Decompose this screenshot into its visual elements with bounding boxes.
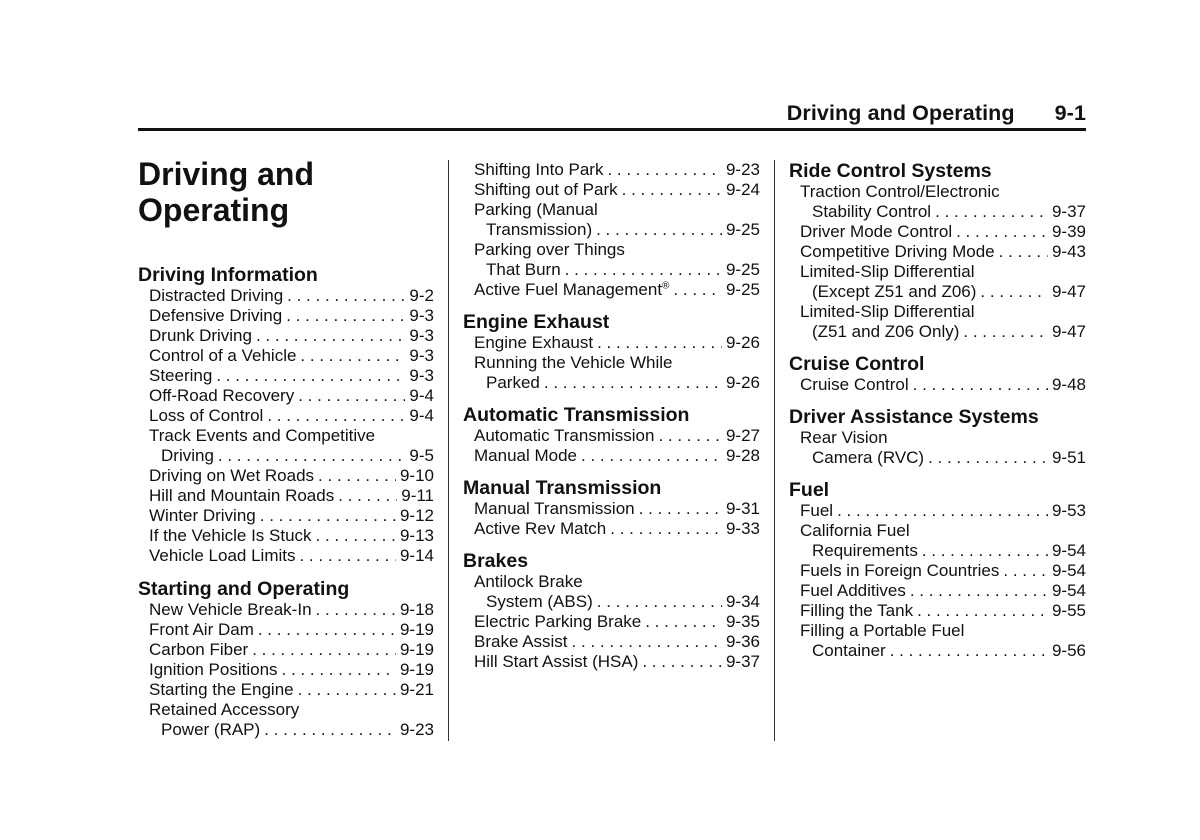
toc-entry[interactable] bbox=[789, 375, 1086, 395]
dot-leader bbox=[596, 220, 722, 240]
entry-title: Driving on Wet Roads bbox=[149, 466, 315, 485]
entry-page: 9-4 bbox=[409, 406, 434, 425]
dot-leader bbox=[300, 346, 405, 366]
toc-entry[interactable] bbox=[138, 720, 434, 740]
dot-leader bbox=[581, 446, 722, 466]
entry-page: 9-27 bbox=[725, 426, 760, 445]
toc-entry[interactable] bbox=[463, 652, 760, 672]
section-heading-brakes: Brakes bbox=[463, 550, 529, 572]
header-rule bbox=[138, 128, 1086, 131]
toc-entry[interactable] bbox=[138, 506, 434, 526]
dot-leader bbox=[216, 366, 405, 386]
toc-entry[interactable] bbox=[463, 373, 760, 393]
toc-entry[interactable] bbox=[138, 546, 434, 566]
dot-leader bbox=[999, 242, 1048, 262]
entry-title: (Except Z51 and Z06) bbox=[812, 282, 977, 301]
entry-title: Defensive Driving bbox=[149, 306, 283, 325]
dot-leader bbox=[282, 660, 396, 680]
entry-title: Front Air Dam bbox=[149, 620, 254, 639]
section-heading-driver-assistance-systems: Driver Assistance Systems bbox=[789, 406, 1039, 428]
toc-entry-line[interactable]: Parking over Things bbox=[474, 240, 625, 259]
entry-page: 9-26 bbox=[725, 333, 760, 352]
entry-page: 9-24 bbox=[725, 180, 760, 199]
entry-title: Transmission) bbox=[486, 220, 593, 239]
toc-entry[interactable] bbox=[138, 600, 434, 620]
toc-entry-line[interactable]: Filling a Portable Fuel bbox=[800, 621, 965, 640]
section-heading-automatic-transmission: Automatic Transmission bbox=[463, 404, 690, 426]
entry-page: 9-33 bbox=[725, 519, 760, 538]
toc-entry-line[interactable]: Limited-Slip Differential bbox=[800, 302, 975, 321]
entry-title: Loss of Control bbox=[149, 406, 264, 425]
dot-leader bbox=[260, 506, 396, 526]
entry-title: Filling the Tank bbox=[800, 601, 914, 620]
entry-page: 9-18 bbox=[399, 600, 434, 619]
entry-title: Fuel Additives bbox=[800, 581, 906, 600]
dot-leader bbox=[639, 499, 722, 519]
entry-page: 9-19 bbox=[399, 660, 434, 679]
entry-title: Vehicle Load Limits bbox=[149, 546, 296, 565]
dot-leader bbox=[298, 386, 405, 406]
section-heading-fuel: Fuel bbox=[789, 479, 830, 501]
chapter-title-line-1: Driving and bbox=[138, 156, 315, 192]
entry-title: Starting the Engine bbox=[149, 680, 294, 699]
toc-entry[interactable] bbox=[138, 366, 434, 386]
entry-title: Automatic Transmission bbox=[474, 426, 655, 445]
dot-leader bbox=[572, 632, 722, 652]
entry-page: 9-13 bbox=[399, 526, 434, 545]
entry-title: Shifting Into Park bbox=[474, 160, 604, 179]
toc-entry[interactable] bbox=[789, 601, 1086, 621]
header-title: Driving and Operating bbox=[786, 101, 1015, 125]
entry-title: Control of a Vehicle bbox=[149, 346, 297, 365]
dot-leader bbox=[264, 720, 396, 740]
dot-leader bbox=[338, 486, 397, 506]
dot-leader bbox=[963, 322, 1048, 342]
entry-page: 9-4 bbox=[409, 386, 434, 405]
toc-entry[interactable] bbox=[463, 426, 760, 446]
entry-page: 9-28 bbox=[725, 446, 760, 465]
toc-column-2 bbox=[463, 160, 760, 672]
toc-entry-line[interactable]: Retained Accessory bbox=[149, 700, 300, 719]
dot-leader bbox=[597, 592, 722, 612]
toc-column-3 bbox=[789, 160, 1086, 661]
dot-leader bbox=[286, 306, 405, 326]
entry-title: Brake Assist bbox=[474, 632, 568, 651]
toc-entry-line[interactable]: Track Events and Competitive bbox=[149, 426, 376, 445]
entry-title: Stability Control bbox=[812, 202, 932, 221]
entry-title: Manual Transmission bbox=[474, 499, 635, 518]
dot-leader bbox=[980, 282, 1048, 302]
dot-leader bbox=[922, 541, 1048, 561]
entry-title: That Burn bbox=[486, 260, 561, 279]
entry-title bbox=[474, 280, 669, 300]
dot-leader bbox=[318, 466, 396, 486]
entry-page: 9-14 bbox=[399, 546, 434, 565]
entry-title-text: Active Fuel Management bbox=[474, 280, 663, 299]
column-divider-1 bbox=[448, 160, 449, 741]
entry-title: If the Vehicle Is Stuck bbox=[149, 526, 312, 545]
entry-page: 9-53 bbox=[1051, 501, 1086, 520]
entry-page: 9-23 bbox=[399, 720, 434, 739]
toc-entry[interactable] bbox=[789, 242, 1086, 262]
entry-page: 9-54 bbox=[1051, 581, 1086, 600]
entry-page: 9-5 bbox=[409, 446, 434, 465]
entry-page: 9-3 bbox=[409, 326, 434, 345]
entry-title: Distracted Driving bbox=[149, 286, 284, 305]
section-heading-manual-transmission: Manual Transmission bbox=[463, 477, 662, 499]
toc-entry[interactable] bbox=[463, 446, 760, 466]
toc-entry-line[interactable]: Traction Control/Electronic bbox=[800, 182, 1000, 201]
toc-entry[interactable] bbox=[138, 486, 434, 506]
entry-title: Off-Road Recovery bbox=[149, 386, 295, 405]
section-heading-ride-control-systems: Ride Control Systems bbox=[789, 160, 992, 182]
entry-page: 9-10 bbox=[399, 466, 434, 485]
toc-entry[interactable] bbox=[789, 641, 1086, 661]
entry-title: Power (RAP) bbox=[161, 720, 261, 739]
toc-entry[interactable] bbox=[138, 660, 434, 680]
toc-entry[interactable] bbox=[463, 220, 760, 240]
entry-page: 9-51 bbox=[1051, 448, 1086, 467]
dot-leader bbox=[910, 581, 1048, 601]
dot-leader bbox=[565, 260, 722, 280]
entry-page: 9-12 bbox=[399, 506, 434, 525]
entry-page: 9-39 bbox=[1051, 222, 1086, 241]
entry-title: Fuel bbox=[800, 501, 834, 520]
toc-entry[interactable] bbox=[463, 499, 760, 519]
entry-title: Hill Start Assist (HSA) bbox=[474, 652, 639, 671]
entry-page: 9-36 bbox=[725, 632, 760, 651]
entry-title: Drunk Driving bbox=[149, 326, 252, 345]
dot-leader bbox=[658, 426, 722, 446]
dot-leader bbox=[252, 640, 396, 660]
toc-entry[interactable] bbox=[789, 541, 1086, 561]
dot-leader bbox=[597, 333, 722, 353]
entry-page: 9-3 bbox=[409, 346, 434, 365]
entry-page: 9-47 bbox=[1051, 322, 1086, 341]
toc-entry[interactable] bbox=[138, 466, 434, 486]
entry-title: Steering bbox=[149, 366, 213, 385]
entry-page: 9-19 bbox=[399, 640, 434, 659]
entry-title: Manual Mode bbox=[474, 446, 578, 465]
running-header bbox=[138, 101, 1086, 129]
toc-entry[interactable] bbox=[463, 612, 760, 632]
entry-title: Active Rev Match bbox=[474, 519, 607, 538]
toc-entry-line[interactable]: Rear Vision bbox=[800, 428, 888, 447]
entry-page: 9-3 bbox=[409, 306, 434, 325]
toc-entry[interactable] bbox=[138, 620, 434, 640]
chapter-title-line-2: Operating bbox=[138, 192, 290, 228]
entry-title: System (ABS) bbox=[486, 592, 593, 611]
entry-page: 9-55 bbox=[1051, 601, 1086, 620]
entry-title: Ignition Positions bbox=[149, 660, 278, 679]
dot-leader bbox=[299, 546, 395, 566]
entry-title: Carbon Fiber bbox=[149, 640, 249, 659]
toc-entry[interactable] bbox=[463, 160, 760, 180]
entry-title: Competitive Driving Mode bbox=[800, 242, 995, 261]
dot-leader bbox=[622, 180, 722, 200]
entry-page: 9-25 bbox=[725, 220, 760, 239]
dot-leader bbox=[610, 519, 722, 539]
section-heading-cruise-control: Cruise Control bbox=[789, 353, 925, 375]
entry-page: 9-37 bbox=[1051, 202, 1086, 221]
entry-title: Driver Mode Control bbox=[800, 222, 953, 241]
toc-entry[interactable] bbox=[138, 406, 434, 426]
entry-page: 9-31 bbox=[725, 499, 760, 518]
entry-page: 9-54 bbox=[1051, 561, 1086, 580]
header-page-number: 9-1 bbox=[1054, 101, 1086, 125]
dot-leader bbox=[642, 652, 722, 672]
toc-entry[interactable] bbox=[138, 326, 434, 346]
toc-entry[interactable] bbox=[138, 640, 434, 660]
entry-page: 9-19 bbox=[399, 620, 434, 639]
section-heading-driving-information: Driving Information bbox=[138, 264, 318, 286]
entry-page: 9-34 bbox=[725, 592, 760, 611]
toc-entry-line[interactable]: Limited-Slip Differential bbox=[800, 262, 975, 281]
toc-entry[interactable] bbox=[138, 446, 434, 466]
registered-mark: ® bbox=[662, 280, 670, 292]
dot-leader bbox=[267, 406, 405, 426]
dot-leader bbox=[956, 222, 1048, 242]
toc-entry[interactable] bbox=[138, 286, 434, 306]
entry-title: Shifting out of Park bbox=[474, 180, 618, 199]
toc-entry[interactable] bbox=[463, 592, 760, 612]
toc-entry[interactable] bbox=[789, 222, 1086, 242]
dot-leader bbox=[890, 641, 1048, 661]
entry-title: Requirements bbox=[812, 541, 918, 560]
dot-leader bbox=[607, 160, 722, 180]
toc-column-1 bbox=[138, 264, 434, 740]
entry-title: Engine Exhaust bbox=[474, 333, 594, 352]
toc-entry[interactable] bbox=[463, 180, 760, 200]
entry-title: (Z51 and Z06 Only) bbox=[812, 322, 960, 341]
toc-entry[interactable] bbox=[789, 202, 1086, 222]
section-heading-starting-and-operating: Starting and Operating bbox=[138, 578, 350, 600]
entry-page: 9-56 bbox=[1051, 641, 1086, 660]
dot-leader bbox=[258, 620, 396, 640]
toc-entry[interactable] bbox=[138, 306, 434, 326]
chapter-title bbox=[138, 156, 438, 228]
entry-title: Fuels in Foreign Countries bbox=[800, 561, 1000, 580]
entry-title: Cruise Control bbox=[800, 375, 909, 394]
header-text bbox=[787, 101, 1086, 126]
entry-title: Driving bbox=[161, 446, 214, 465]
toc-entry[interactable] bbox=[789, 282, 1086, 302]
entry-page: 9-23 bbox=[725, 160, 760, 179]
entry-page: 9-2 bbox=[409, 286, 434, 305]
toc-entry[interactable] bbox=[463, 260, 760, 280]
toc-entry[interactable] bbox=[463, 519, 760, 539]
dot-leader bbox=[837, 501, 1048, 521]
dot-leader bbox=[218, 446, 406, 466]
entry-title: Electric Parking Brake bbox=[474, 612, 642, 631]
entry-page: 9-43 bbox=[1051, 242, 1086, 261]
entry-page: 9-25 bbox=[725, 260, 760, 279]
toc-entry[interactable] bbox=[138, 526, 434, 546]
entry-page: 9-48 bbox=[1051, 375, 1086, 394]
entry-page: 9-3 bbox=[409, 366, 434, 385]
dot-leader bbox=[917, 601, 1048, 621]
toc-entry[interactable] bbox=[463, 333, 760, 353]
dot-leader bbox=[673, 280, 722, 300]
toc-entry-line[interactable]: Running the Vehicle While bbox=[474, 353, 673, 372]
toc-entry[interactable] bbox=[789, 322, 1086, 342]
entry-title: Container bbox=[812, 641, 886, 660]
dot-leader bbox=[913, 375, 1048, 395]
dot-leader bbox=[1003, 561, 1048, 581]
dot-leader bbox=[298, 680, 396, 700]
dot-leader bbox=[645, 612, 722, 632]
entry-title: Camera (RVC) bbox=[812, 448, 925, 467]
dot-leader bbox=[935, 202, 1048, 222]
toc-entry-line[interactable]: California Fuel bbox=[800, 521, 910, 540]
entry-page: 9-26 bbox=[725, 373, 760, 392]
entry-page: 9-37 bbox=[725, 652, 760, 671]
toc-entry[interactable] bbox=[789, 581, 1086, 601]
dot-leader bbox=[928, 448, 1048, 468]
section-heading-engine-exhaust: Engine Exhaust bbox=[463, 311, 610, 333]
toc-entry-line[interactable]: Antilock Brake bbox=[474, 572, 583, 591]
toc-entry[interactable] bbox=[789, 561, 1086, 581]
entry-title: Winter Driving bbox=[149, 506, 256, 525]
entry-page: 9-21 bbox=[399, 680, 434, 699]
toc-entry[interactable] bbox=[138, 346, 434, 366]
dot-leader bbox=[256, 326, 405, 346]
toc-entry[interactable] bbox=[463, 632, 760, 652]
entry-page: 9-25 bbox=[725, 280, 760, 299]
toc-entry-line[interactable]: Parking (Manual bbox=[474, 200, 598, 219]
entry-page: 9-35 bbox=[725, 612, 760, 631]
entry-title: New Vehicle Break-In bbox=[149, 600, 312, 619]
entry-title: Hill and Mountain Roads bbox=[149, 486, 335, 505]
toc-entry[interactable] bbox=[463, 280, 760, 300]
entry-page: 9-11 bbox=[401, 486, 434, 505]
toc-entry[interactable] bbox=[138, 386, 434, 406]
dot-leader bbox=[544, 373, 722, 393]
toc-entry[interactable] bbox=[789, 448, 1086, 468]
entry-title: Parked bbox=[486, 373, 540, 392]
toc-entry[interactable] bbox=[138, 680, 434, 700]
dot-leader bbox=[316, 526, 396, 546]
dot-leader bbox=[316, 600, 396, 620]
dot-leader bbox=[287, 286, 405, 306]
toc-entry[interactable] bbox=[789, 501, 1086, 521]
entry-page: 9-54 bbox=[1051, 541, 1086, 560]
entry-page: 9-47 bbox=[1051, 282, 1086, 301]
column-divider-2 bbox=[774, 160, 775, 741]
